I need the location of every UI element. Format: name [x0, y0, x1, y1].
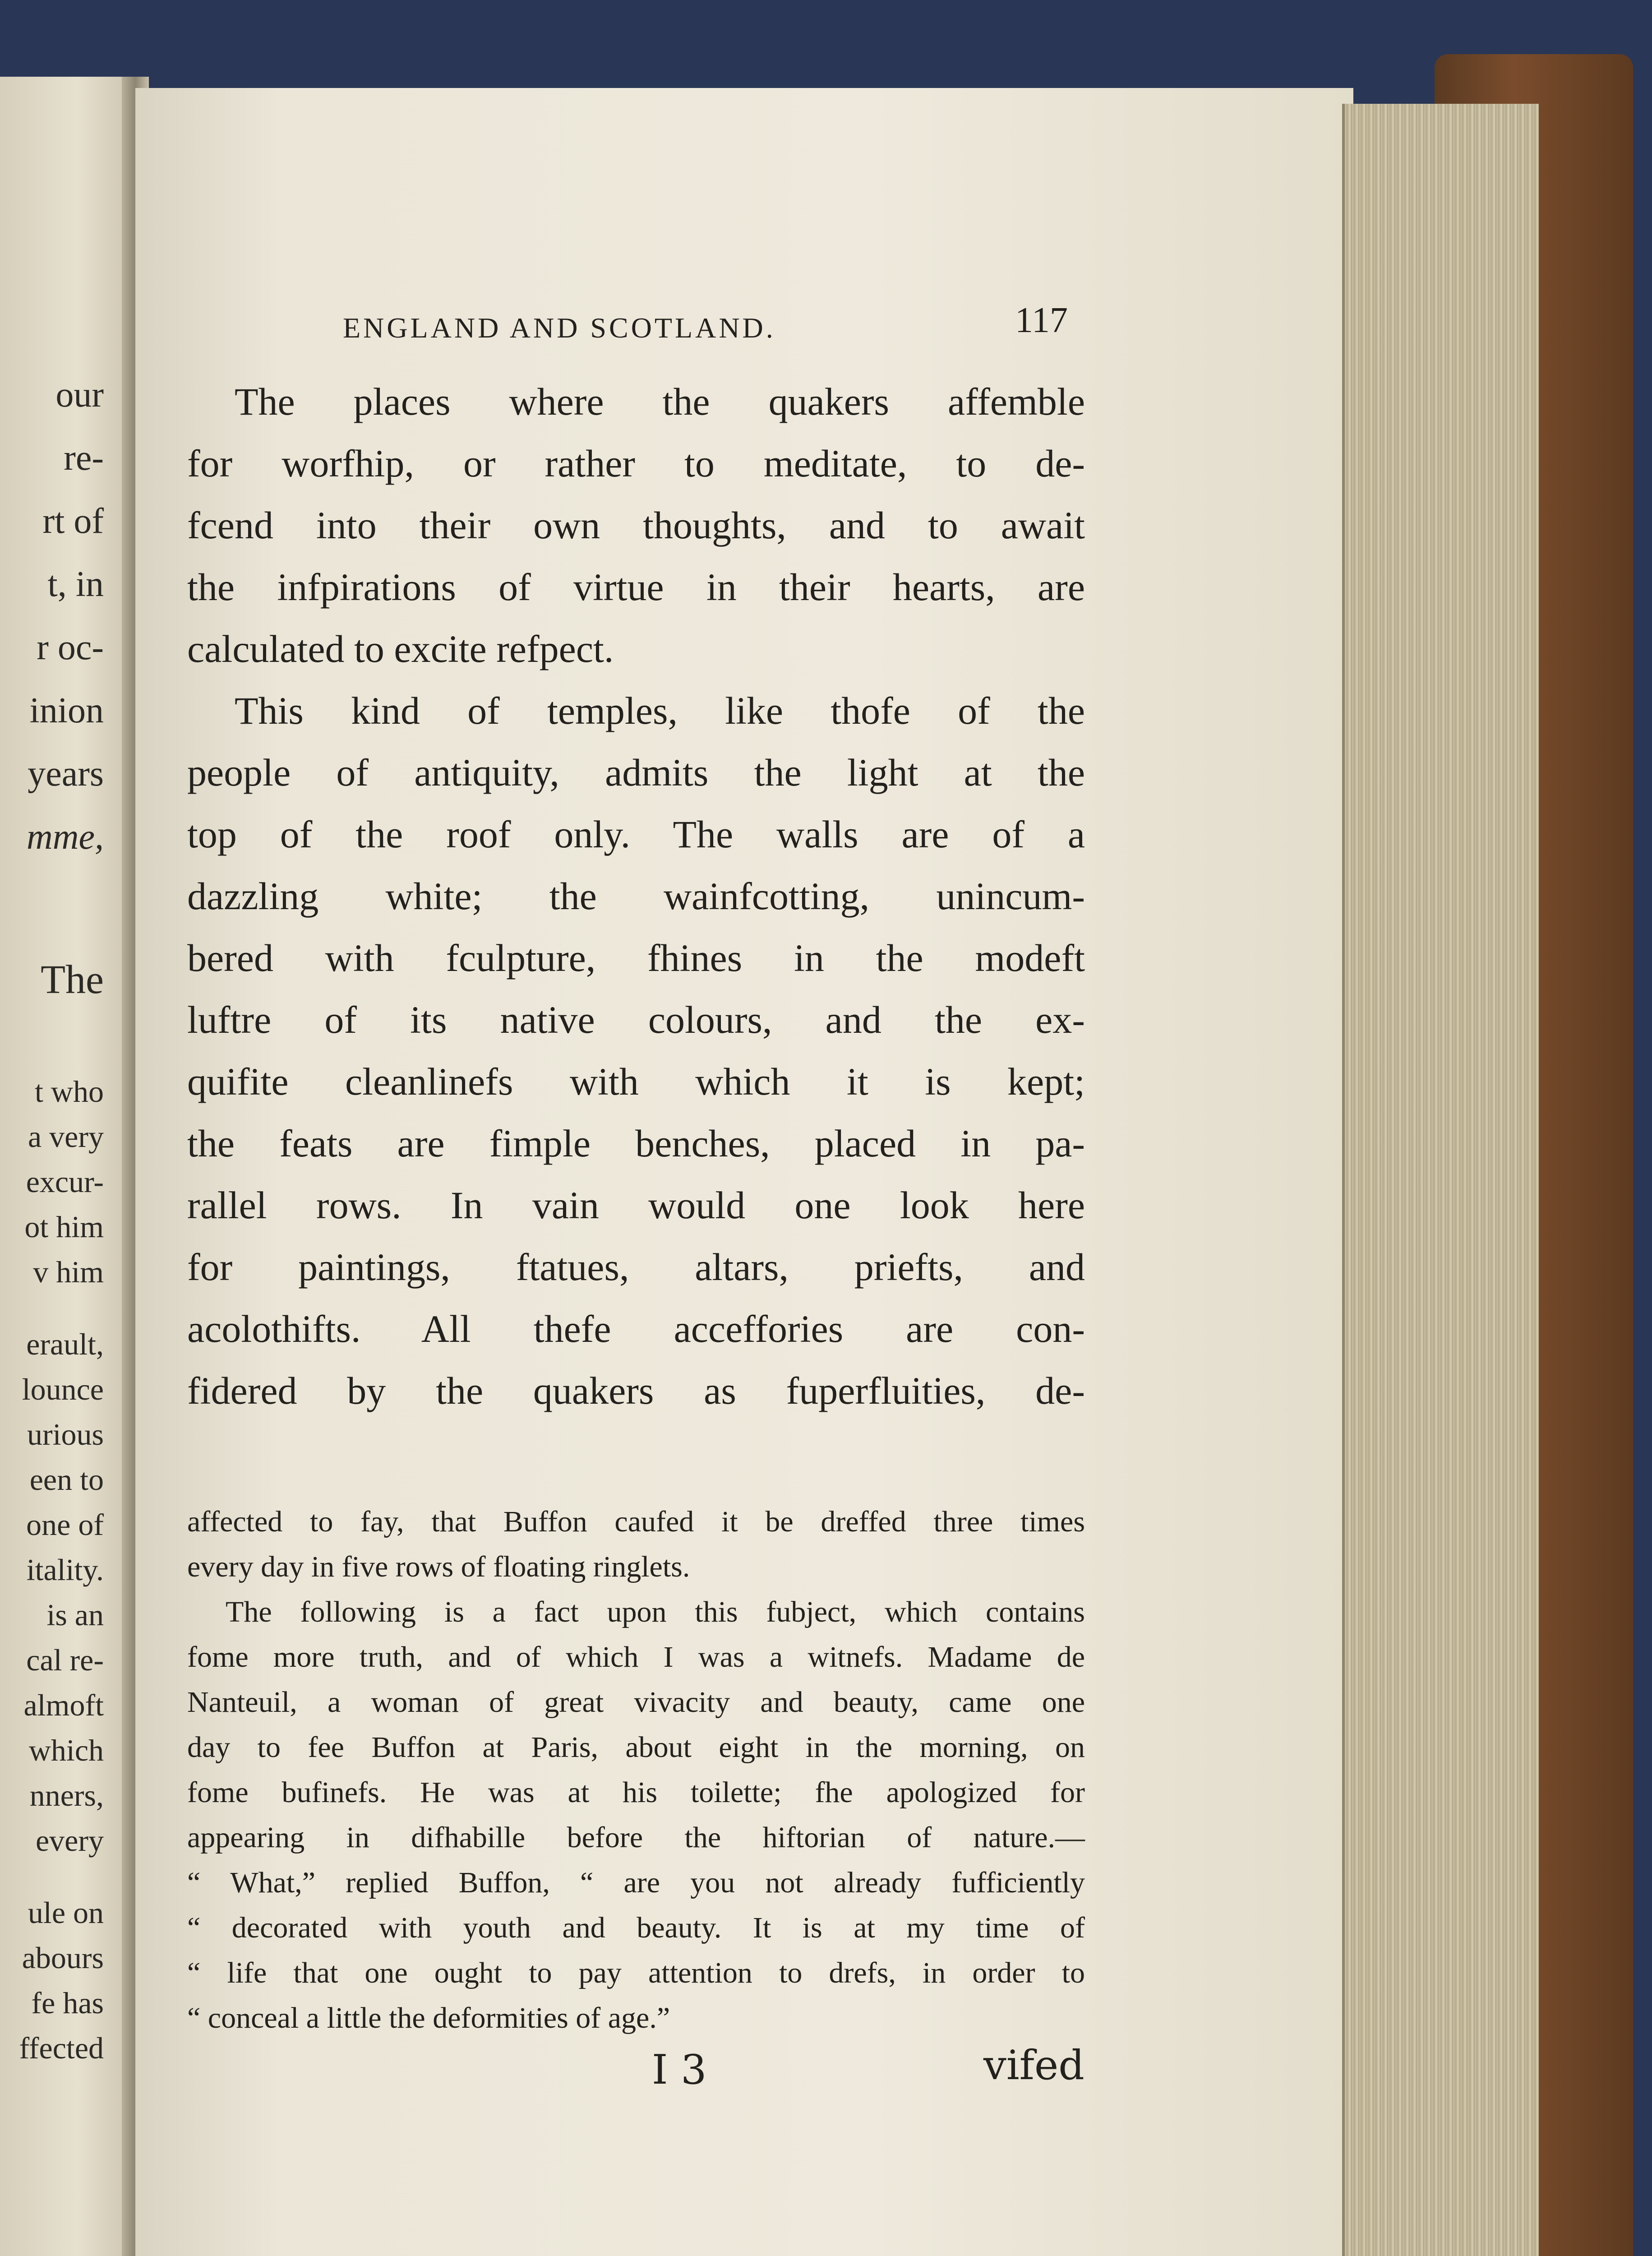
left-page-fragment: cal re-: [26, 1643, 104, 1677]
footnote-line: “ life that one ought to pay attention to drefs, in order to: [187, 1956, 1085, 1989]
left-page: [0, 77, 129, 2256]
left-page-fragment: ot him: [24, 1210, 104, 1244]
left-page-fragment: itality.: [26, 1553, 104, 1587]
footnote-line: “ conceal a little the deformities of age.”: [187, 2002, 670, 2034]
body-line: top of the roof only. The walls are of a: [187, 813, 1085, 856]
body-line: luftre of its native colours, and the ex-: [187, 998, 1085, 1041]
body-line: for paintings, ftatues, altars, priefts, and: [187, 1245, 1085, 1289]
left-page-fragment: excur-: [26, 1165, 104, 1199]
body-line: This kind of temples, like thofe of the: [235, 689, 1085, 732]
body-line: acolothifts. All thefe acceffories are con-: [187, 1307, 1085, 1350]
footnote-line: “ decorated with youth and beauty. It is at my time of: [187, 1911, 1085, 1944]
left-page-fragment: ffected: [19, 2031, 104, 2065]
left-page-fragment: every: [35, 1823, 104, 1858]
left-page-fragment: t who: [35, 1074, 104, 1109]
body-line: The places where the quakers affemble: [235, 380, 1085, 423]
left-page-fragment: urious: [27, 1417, 104, 1452]
body-line: bered with fculpture, fhines in the modeft: [187, 936, 1085, 980]
footnote-line: The following is a fact upon this fubject, which contains: [226, 1595, 1085, 1628]
left-page-fragment: years: [28, 754, 104, 794]
running-head: ENGLAND AND SCOTLAND.: [343, 312, 776, 344]
left-page-fragment: ule on: [28, 1895, 104, 1930]
left-page-fragment: almoft: [23, 1688, 104, 1722]
left-page-fragment: The: [41, 957, 104, 1002]
body-line: fcend into their own thoughts, and to await: [187, 504, 1085, 547]
left-page-fragment: mme,: [26, 817, 104, 857]
signature-mark: I 3: [652, 2046, 707, 2094]
footnote-line: Nanteuil, a woman of great vivacity and beauty, came one: [187, 1686, 1085, 1719]
footnote-line: appearing in difhabille before the hiftorian of nature.—: [187, 1821, 1085, 1854]
footnote-line: fome bufinefs. He was at his toilette; fhe apologized for: [187, 1776, 1085, 1809]
left-page-fragment: fe has: [31, 1986, 104, 2020]
left-page-fragment: t, in: [47, 564, 104, 604]
body-line: dazzling white; the wainfcotting, unincum-: [187, 874, 1085, 918]
body-line: fidered by the quakers as fuperfluities, de-: [187, 1369, 1085, 1412]
catchword: vifed: [983, 2042, 1084, 2089]
left-page-fragment: a very: [28, 1119, 104, 1154]
left-page-fragment: re-: [64, 438, 104, 478]
left-page-fragment: r oc-: [37, 628, 104, 667]
left-page-fragment: inion: [29, 691, 104, 730]
body-line: the infpirations of virtue in their hearts, are: [187, 565, 1085, 609]
body-line: rallel rows. In vain would one look here: [187, 1183, 1085, 1227]
left-page-fragment: one of: [26, 1507, 104, 1542]
page-fore-edge: [1342, 104, 1539, 2256]
page-number: 117: [1015, 300, 1068, 340]
body-line: the feats are fimple benches, placed in pa-: [187, 1122, 1085, 1165]
body-line: people of antiquity, admits the light at the: [187, 751, 1085, 794]
left-page-fragment: is an: [46, 1598, 104, 1632]
left-page-fragment: abours: [22, 1941, 104, 1975]
footnote-line: “ What,” replied Buffon, “ are you not already fufficiently: [187, 1866, 1085, 1899]
left-page-fragment: lounce: [22, 1372, 104, 1406]
left-page-fragment: erault,: [26, 1327, 104, 1361]
left-page-fragment: which: [28, 1733, 104, 1767]
footnote-line: affected to fay, that Buffon caufed it be dreffed three times: [187, 1505, 1085, 1538]
left-page-fragment: een to: [29, 1462, 104, 1497]
body-line: quifite cleanlinefs with which it is kept;: [187, 1060, 1085, 1103]
left-page-fragment: nners,: [29, 1778, 104, 1812]
left-page-fragment: v him: [33, 1255, 104, 1289]
footnote-line: fome more truth, and of which I was a witnefs. Madame de: [187, 1641, 1085, 1674]
left-page-fragment: rt of: [42, 501, 104, 541]
body-line: calculated to excite refpect.: [187, 627, 614, 670]
footnote-line: every day in five rows of floating ringlets.: [187, 1550, 690, 1583]
footnote-line: day to fee Buffon at Paris, about eight in the morning, on: [187, 1731, 1085, 1764]
left-page-fragment: our: [55, 375, 104, 415]
body-line: for worfhip, or rather to meditate, to de-: [187, 442, 1085, 485]
